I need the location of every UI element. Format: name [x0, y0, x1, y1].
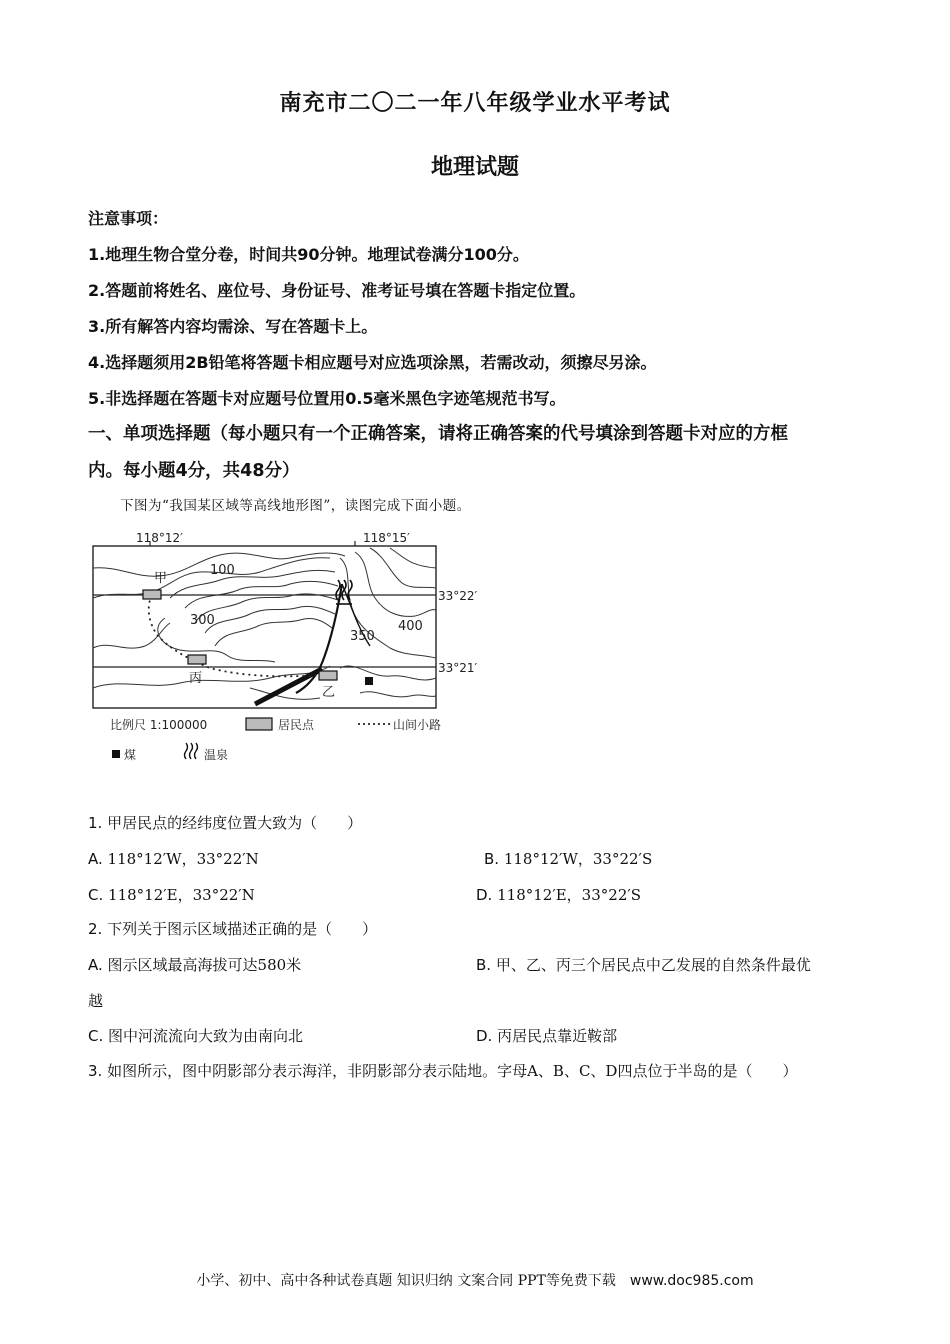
map-intro-text: 下图为“我国某区域等高线地形图”，读图完成下面小题。: [120, 498, 471, 514]
q1-option-a[interactable]: A. 118°12′W，33°22′N: [88, 850, 259, 868]
note-item-2: 2.答题前将姓名、座位号、身份证号、准考证号填在答题卡指定位置。: [88, 281, 586, 300]
legend-settlement-swatch: [246, 718, 272, 730]
settlement-bing: [188, 655, 206, 664]
question-1: [88, 812, 362, 833]
note-item-1: 1.地理生物合堂分卷，时间共90分钟。地理试卷满分100分。: [88, 245, 529, 264]
legend-spring-icon: [185, 743, 198, 759]
place-label-yi: 乙: [322, 685, 336, 700]
section-heading-line1: 一、单项选择题（每小题只有一个正确答案，请将正确答案的代号填涂到答题卡对应的方框: [88, 424, 788, 444]
legend-path: 山间小路: [393, 718, 442, 732]
question-1-stem: 甲居民点的经纬度位置大致为（ ）: [107, 814, 363, 832]
contour-label-350: 350: [350, 629, 375, 644]
coal-icon: [365, 677, 373, 685]
question-3: [88, 1060, 797, 1081]
question-3-num: 3.: [88, 1062, 103, 1080]
legend-spring: 温泉: [204, 748, 229, 762]
settlement-jia: [143, 590, 161, 599]
contour-label-400: 400: [398, 619, 423, 634]
q2-option-b[interactable]: B. 甲、乙、丙三个居民点中乙发展的自然条件最优: [476, 956, 811, 974]
page-footer: [0, 1270, 950, 1290]
q2-option-c[interactable]: C. 图中河流流向大致为由南向北: [88, 1027, 304, 1045]
place-label-bing: 丙: [189, 671, 203, 686]
section-heading-line2: 内。每小题4分，共48分）: [88, 461, 300, 481]
q1-option-d[interactable]: D. 118°12′E，33°22′S: [476, 886, 642, 904]
footer-url[interactable]: www.doc985.com: [629, 1273, 754, 1289]
q2-option-a[interactable]: A. 图示区域最高海拔可达580米: [88, 956, 302, 974]
q1-option-c[interactable]: C. 118°12′E，33°22′N: [88, 886, 255, 904]
exam-title: 南充市二〇二一年八年级学业水平考试: [279, 91, 671, 116]
note-item-4: 4.选择题须用2B铅笔将答题卡相应题号对应选项涂黑，若需改动，须擦尽另涂。: [88, 353, 657, 372]
note-item-3: 3.所有解答内容均需涂、写在答题卡上。: [88, 317, 378, 336]
contour-label-100: 100: [210, 563, 235, 578]
place-label-jia: 甲: [154, 571, 168, 586]
legend-coal: 煤: [124, 748, 137, 762]
legend-settlement: 居民点: [278, 718, 315, 732]
mountain-path: [149, 595, 322, 676]
q1-option-b[interactable]: B. 118°12′W，33°22′S: [484, 850, 653, 868]
lat-label-top: 33°22′: [438, 589, 478, 603]
lon-label-left: 118°12′: [136, 531, 183, 545]
exam-subtitle: 地理试题: [430, 155, 519, 180]
note-item-5: 5.非选择题在答题卡对应题号位置用0.5毫米黑色字迹笔规范书写。: [88, 389, 566, 408]
lat-label-bottom: 33°21′: [438, 661, 478, 675]
question-2: [88, 918, 377, 939]
contour-lines: [93, 548, 436, 699]
question-2-stem: 下列关于图示区域描述正确的是（ ）: [107, 920, 378, 938]
question-1-num: 1.: [88, 814, 103, 832]
contour-map: [90, 528, 480, 768]
question-2-num: 2.: [88, 920, 103, 938]
legend-coal-icon: [112, 750, 120, 758]
footer-text: 小学、初中、高中各种试卷真题 知识归纳 文案合同 PPT等免费下载: [196, 1273, 616, 1289]
notes-heading: 注意事项：: [88, 209, 169, 228]
settlement-yi: [319, 671, 337, 680]
q2-option-d[interactable]: D. 丙居民点靠近鞍部: [476, 1027, 618, 1045]
question-3-stem: 如图所示，图中阴影部分表示海洋，非阴影部分表示陆地。字母A、B、C、D四点位于半岛的是（ ）: [107, 1062, 798, 1080]
contour-label-300: 300: [190, 613, 215, 628]
lon-label-right: 118°15′: [363, 531, 410, 545]
legend-scale: 比例尺 1:100000: [110, 718, 208, 732]
q2-option-b-wrap: 越: [88, 992, 104, 1010]
